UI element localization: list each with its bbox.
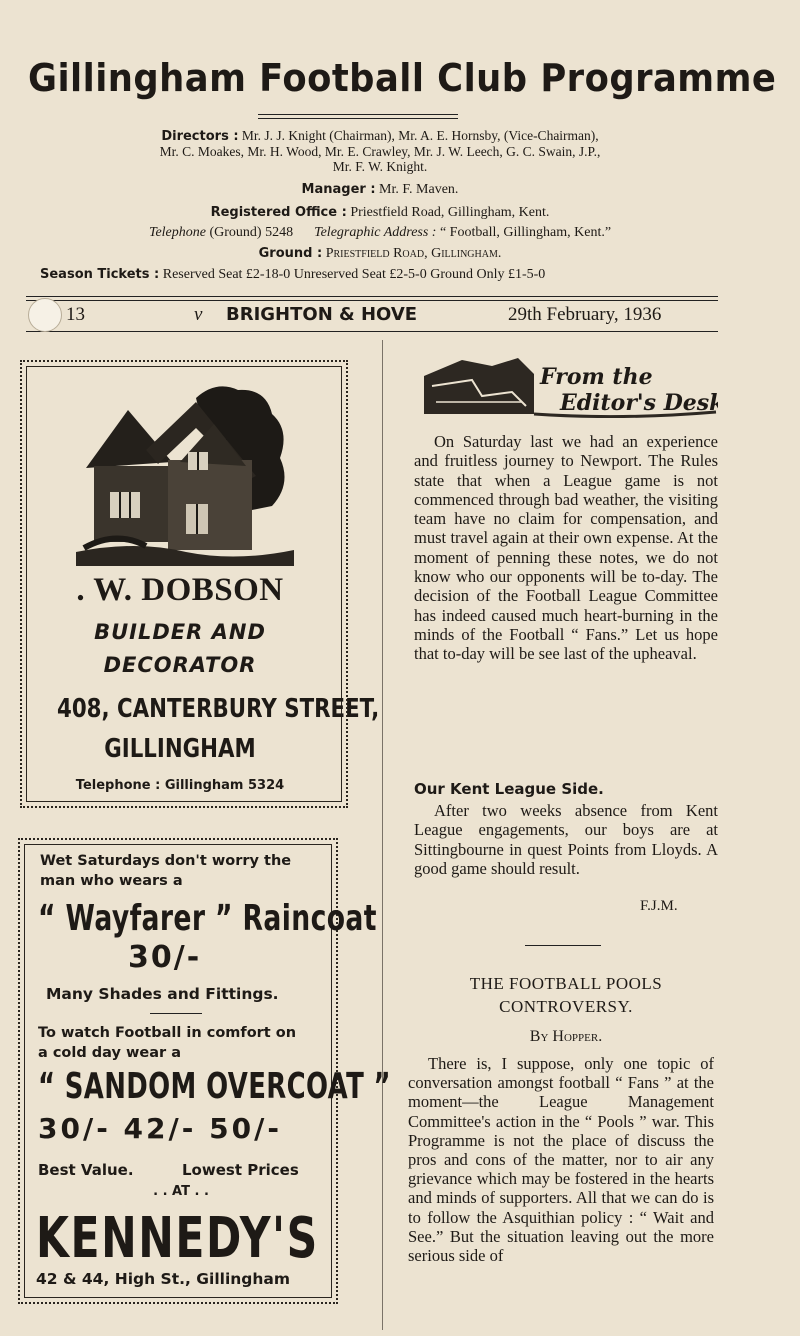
kennedy-line-3: To watch Football in comfort on — [38, 1025, 297, 1041]
telephone-line — [30, 225, 730, 241]
dobson-role-2: DECORATOR — [103, 653, 257, 677]
editor-paragraph-block — [414, 432, 718, 664]
punch-hole — [28, 298, 62, 332]
kennedy-best-value: Best Value. — [38, 1161, 134, 1179]
telephone-value: (Ground) 5248 — [209, 225, 294, 240]
banner-line-2: Editor's Desk — [560, 390, 718, 416]
programme-title: Gillingham Football Club Programme — [28, 56, 777, 100]
dobson-address-1: 408, CANTERBURY STREET, — [57, 694, 380, 724]
directors-block — [30, 128, 730, 174]
kennedy-at: . . AT . . — [153, 1184, 209, 1199]
office-label: Registered Office : — [210, 205, 347, 220]
dobson-role-1: BUILDER AND — [94, 620, 266, 644]
editors-desk-banner — [422, 356, 718, 418]
kennedy-divider — [150, 1013, 202, 1014]
match-date: 29th February, 1936 — [508, 304, 662, 325]
pools-byline: By Hopper. — [529, 1028, 603, 1045]
dobson-telephone: Telephone : Gillingham 5324 — [75, 778, 285, 793]
manager-line — [30, 182, 730, 198]
match-bar-bottom-rule — [26, 331, 718, 332]
kent-league-heading: Our Kent League Side. — [414, 780, 604, 798]
office-line — [30, 205, 730, 221]
editor-paragraph: On Saturday last we had an experience and fruitless journey to Newport. The Rules state that when a League game is not commenced through bad weather, the visiting team have no claim for compensation, and must travel again at their own expense. At the moment of penning these notes, we do not know who our opponents will be to-day. The decision of the Football League Committee has indeed caused much heart-burning in the minds of the Football “ Fans.” Let us hope that to-day will be see last of the upheaval. — [414, 432, 718, 664]
editor-signature: F.J.M. — [640, 898, 678, 914]
season-tickets-line — [40, 267, 720, 283]
title-rule-second — [258, 118, 458, 119]
directors-line-1: Mr. J. J. Knight (Chairman), Mr. A. E. Hornsby, (Vice-Chairman), — [241, 128, 599, 143]
column-divider — [382, 340, 383, 1330]
season-value: Reserved Seat £2-18-0 Unreserved Seat £2-5-0 Ground Only £1-5-0 — [162, 267, 546, 282]
ground-line — [30, 246, 730, 262]
manager-value: Mr. F. Maven. — [379, 182, 459, 197]
kent-paragraph: After two weeks absence from Kent League engagements, our boys are at Sittingbourne in quest Points from Lloyds. A good game should result. — [414, 801, 718, 878]
manager-label: Manager : — [301, 182, 376, 197]
pools-heading-line-2: CONTROVERSY. — [499, 997, 633, 1016]
telephone-label: Telephone — [148, 225, 206, 240]
kennedy-price-1: 30/- — [128, 940, 202, 975]
office-value: Priestfield Road, Gillingham, Kent. — [350, 205, 550, 220]
pools-paragraph: There is, I suppose, only one topic of conversation amongst football “ Fans ” at the moment—the League Management Committee's action in the “ Pools ” war. This Programme is not the place of discuss the pros and cons of the matter, nor to air any grievance which may be fostered in the hearts and minds of supporters. All that we can do is to follow the Asquithian policy : “ Wait and See.” But the situation leaving out the more serious side of — [408, 1054, 714, 1266]
match-bar-top-rule — [26, 296, 718, 297]
kennedy-product-2: “ SANDOM OVERCOAT ” — [38, 1066, 391, 1107]
kennedy-shop-name: KENNEDY'S — [36, 1206, 319, 1271]
kent-paragraph-block — [414, 801, 718, 878]
match-versus: v — [194, 304, 203, 325]
title-rule — [258, 114, 458, 115]
match-number: 13 — [66, 304, 85, 325]
kennedy-line-1: Wet Saturdays don't worry the — [40, 853, 292, 869]
dobson-address-2: GILLINGHAM — [104, 734, 256, 764]
kennedy-line-2: man who wears a — [40, 873, 183, 889]
match-opponent: BRIGHTON & HOVE — [226, 304, 418, 325]
kennedy-line-4: a cold day wear a — [38, 1045, 182, 1061]
kennedy-shades: Many Shades and Fittings. — [46, 985, 279, 1003]
ground-value: Priestfield Road, Gillingham. — [325, 246, 502, 261]
pools-paragraph-block — [408, 1054, 714, 1265]
telegraphic-value: “ Football, Gillingham, Kent.” — [439, 225, 612, 240]
house-illustration — [76, 380, 294, 566]
banner-line-1: From the — [540, 364, 653, 390]
directors-line-2: Mr. C. Moakes, Mr. H. Wood, Mr. E. Crawley, Mr. J. W. Leech, G. C. Swain, J.P., — [159, 144, 601, 159]
ground-label: Ground : — [258, 246, 323, 261]
pools-heading-line-1: THE FOOTBALL POOLS — [469, 974, 663, 993]
dobson-name: . W. DOBSON — [76, 572, 284, 608]
directors-label: Directors : — [161, 129, 239, 144]
match-line — [26, 304, 720, 330]
kennedy-prices-2: 30/- 42/- 50/- — [38, 1112, 282, 1145]
directors-line-3: Mr. F. W. Knight. — [332, 159, 428, 174]
section-divider — [525, 945, 601, 946]
kennedy-lowest-prices: Lowest Prices — [182, 1161, 299, 1179]
season-label: Season Tickets : — [40, 267, 160, 282]
kennedy-product-1: “ Wayfarer ” Raincoat — [38, 898, 377, 939]
telegraphic-label: Telegraphic Address : — [314, 225, 437, 240]
pools-heading — [414, 972, 718, 1018]
match-bar-top-rule-inner — [26, 300, 718, 301]
kennedy-shop-address: 42 & 44, High St., Gillingham — [36, 1270, 291, 1288]
